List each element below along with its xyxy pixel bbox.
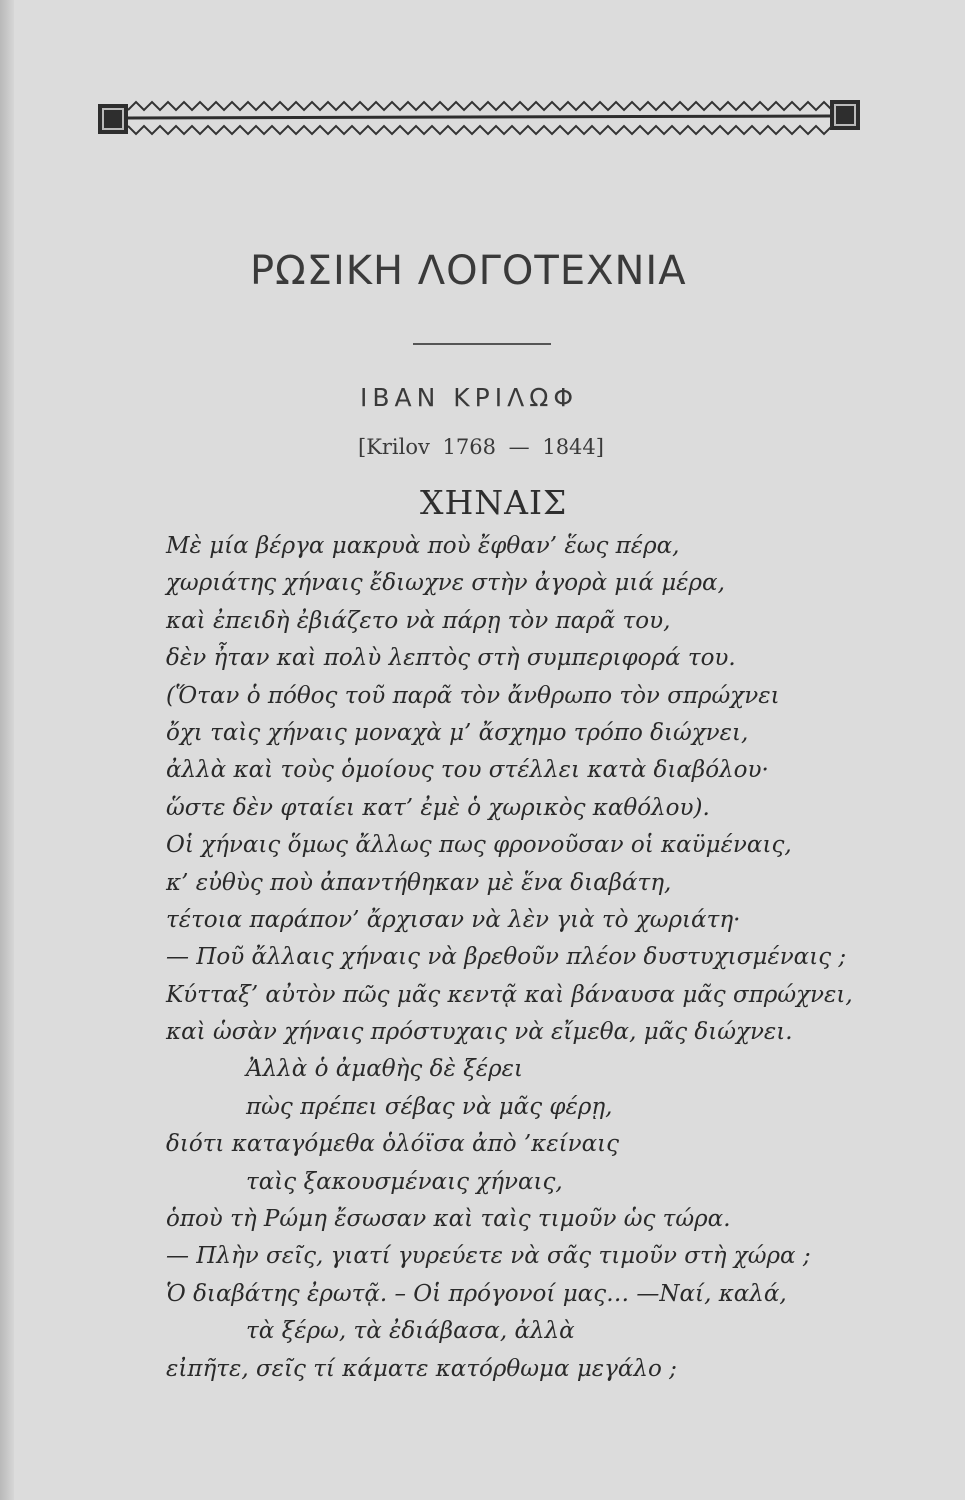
poem-line: Ὁ διαβάτης ἐρωτᾷ. – Οἱ πρόγονοί μας… —Ναί, καλά, [166, 1280, 787, 1307]
title-divider [413, 343, 551, 345]
poem-line: κ’ εὐθὺς ποὺ ἀπαντήθηκαν μὲ ἕνα διαβάτη, [166, 869, 672, 896]
author-dates: [Krilov 1768 — 1844] [358, 435, 604, 459]
poem-line: Μὲ μία βέργα μακρυὰ ποὺ ἔφθαν’ ἕως πέρα, [166, 533, 680, 559]
poem-line: ὄχι ταὶς χήναις μοναχὰ μ’ ἄσχημο τρόπο διώχνει, [166, 719, 749, 746]
poem-line: — Ποῦ ἄλλαις χήναις νὰ βρεθοῦν πλέον δυστυχισμέναις ; [166, 944, 847, 971]
poem-line: Κύτταξ’ αὐτὸν πῶς μᾶς κεντᾷ καὶ βάναυσα μᾶς σπρώχνει, [166, 981, 853, 1008]
poem-line: διότι καταγόμεθα ὁλόϊσα ἀπὸ ’κείναις [166, 1131, 620, 1158]
poem-line: εἰπῆτε, σεῖς τί κάματε κατόρθωμα μεγάλο ; [166, 1355, 677, 1382]
poem-body [166, 528, 886, 1388]
poem-line: καὶ ὡσὰν χήναις πρόστυχαις νὰ εἴμεθα, μᾶς διώχνει. [166, 1019, 793, 1046]
poem-title: ΧΗΝΑΙΣ [420, 483, 568, 522]
decorative-border-ornament [98, 96, 860, 140]
poem-line: ταὶς ξακουσμέναις χήναις, [246, 1168, 563, 1195]
poem-line: ὁποὺ τὴ Ρώμη ἔσωσαν καὶ ταὶς τιμοῦν ὡς τώρα. [166, 1206, 731, 1233]
poem-line: πὼς πρέπει σέβας νὰ μᾶς φέρῃ, [246, 1093, 613, 1120]
poem-line: τέτοια παράπον’ ἄρχισαν νὰ λὲν γιὰ τὸ χωριάτη· [166, 906, 741, 933]
page-binding-edge [0, 0, 14, 1500]
poem-line: τὰ ξέρω, τὰ ἐδιάβασα, ἀλλὰ [246, 1318, 575, 1345]
poem-line: — Πλὴν σεῖς, γιατί γυρεύετε νὰ σᾶς τιμοῦν στὴ χώρα ; [166, 1243, 811, 1270]
poem-line: ἀλλὰ καὶ τοὺς ὁμοίους του στέλλει κατὰ διαβόλου· [166, 757, 769, 784]
poem-line: χωριάτης χήναις ἔδιωχνε στὴν ἀγορὰ μιά μέρα, [166, 570, 725, 597]
poem-line: ὥστε δὲν φταίει κατ’ ἐμὲ ὁ χωρικὸς καθόλου). [166, 794, 710, 821]
poem-line: Οἱ χήναις ὅμως ἄλλως πως φρονοῦσαν οἱ καϋμέναις, [166, 832, 792, 859]
author-name: ΙΒΑΝ ΚΡΙΛΩΦ [360, 383, 579, 412]
poem-line: δὲν ἦταν καὶ πολὺ λεπτὸς στὴ συμπεριφορά του. [166, 645, 736, 672]
section-title: ΡΩΣΙΚΗ ΛΟΓΟΤΕΧΝΙΑ [250, 248, 687, 294]
poem-line: Ἀλλὰ ὁ ἀμαθὴς δὲ ξέρει [246, 1056, 523, 1083]
poem-line: (Ὅταν ὁ πόθος τοῦ παρᾶ τὸν ἄνθρωπο τὸν σπρώχνει [166, 682, 780, 709]
poem-line: καὶ ἐπειδὴ ἐβιάζετο νὰ πάρῃ τὸν παρᾶ του, [166, 607, 671, 634]
